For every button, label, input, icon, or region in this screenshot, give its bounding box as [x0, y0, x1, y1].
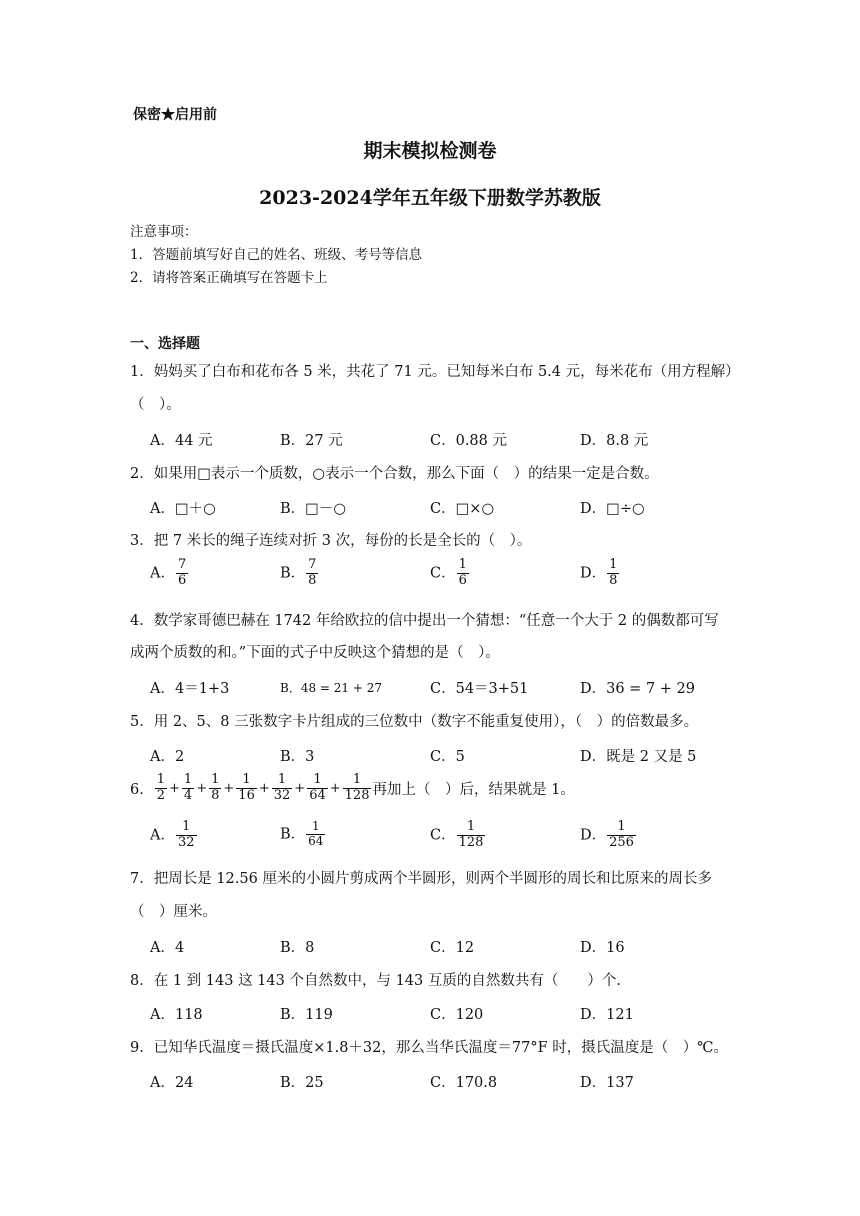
- plus-sign: +: [196, 780, 208, 796]
- option-c: C．5: [430, 749, 465, 765]
- option-c: [430, 820, 486, 851]
- fraction: [307, 773, 328, 804]
- option-letter: A．: [150, 827, 175, 844]
- fraction: [343, 773, 372, 804]
- numerator: 1: [182, 819, 191, 834]
- option-c: C．54＝3+51: [430, 681, 529, 697]
- fraction: [209, 773, 221, 804]
- question-6-suffix: 再加上（ ）后，结果就是 1。: [372, 781, 575, 798]
- numerator: 1: [466, 819, 476, 834]
- option-d: D．□÷○: [580, 501, 645, 517]
- fraction: [457, 820, 486, 851]
- option-d: [580, 558, 620, 589]
- option-b: B．27 元: [280, 433, 343, 449]
- numerator: 1: [183, 772, 193, 787]
- plus-sign: +: [294, 780, 306, 796]
- numerator: 1: [609, 557, 618, 572]
- denominator: 4: [183, 787, 193, 803]
- option-d: D．36 = 7 + 29: [580, 681, 695, 697]
- note-item: 1．答题前填写好自己的姓名、班级、考号等信息: [130, 247, 423, 263]
- option-b: [280, 558, 319, 589]
- option-b: [280, 820, 326, 849]
- option-a: A．4: [150, 940, 185, 956]
- option-c: C．170.8: [430, 1075, 498, 1091]
- fraction: [457, 558, 469, 589]
- option-b: B．8: [280, 940, 315, 956]
- option-b: B．3: [280, 749, 315, 765]
- plus-sign: +: [223, 780, 235, 796]
- option-d: [580, 820, 637, 851]
- fraction: [176, 820, 197, 851]
- denominator: 6: [177, 572, 187, 588]
- option-b: B．□－○: [280, 501, 347, 517]
- denominator: 2: [156, 787, 166, 803]
- plus-sign: +: [329, 780, 341, 796]
- fraction: [176, 558, 188, 589]
- option-c: C．12: [430, 940, 475, 956]
- option-letter: D．: [580, 827, 607, 844]
- question-7-text-cont: （ ）厘米。: [130, 904, 217, 920]
- question-9-text: 9．已知华氏温度＝摄氏温度×1.8＋32，那么当华氏温度＝77°F 时，摄氏温度是（ ）℃。: [130, 1040, 728, 1056]
- option-d: D．既是 2 又是 5: [580, 749, 697, 765]
- option-letter: A．: [150, 565, 175, 582]
- option-d: D．8.8 元: [580, 433, 649, 449]
- plus-sign: +: [169, 780, 180, 796]
- option-a: A．□＋○: [150, 501, 216, 517]
- option-a: A．2: [150, 749, 185, 765]
- numerator: 7: [177, 557, 187, 572]
- fraction: [607, 820, 636, 851]
- confidential-label: 保密★启用前: [133, 107, 217, 123]
- option-letter: B．: [280, 826, 306, 843]
- option-c: C．□×○: [430, 501, 495, 517]
- exam-subtitle: 2023-2024学年五年级下册数学苏教版: [259, 187, 601, 209]
- option-c: [430, 558, 470, 589]
- option-letter: C．: [430, 565, 456, 582]
- numerator: 1: [458, 557, 467, 572]
- option-d: D．121: [580, 1007, 634, 1023]
- option-b: B．48 = 21 + 27: [280, 681, 382, 695]
- denominator: 16: [238, 787, 255, 803]
- notes-heading: 注意事项：: [130, 224, 198, 240]
- numerator: 1: [242, 772, 251, 787]
- question-1-text: 1．妈妈买了白布和花布各 5 米，共花了 71 元。已知每米白布 5.4 元，每米花布（用方程解）: [130, 364, 740, 380]
- question-6-text: [130, 773, 575, 804]
- option-a: [150, 558, 189, 589]
- option-b: B．25: [280, 1075, 324, 1091]
- numerator: 1: [311, 819, 320, 833]
- numerator: 1: [313, 772, 322, 787]
- option-letter: B．: [280, 565, 306, 582]
- option-c: C．0.88 元: [430, 433, 507, 449]
- option-d: D．137: [580, 1075, 634, 1091]
- fraction: [182, 773, 194, 804]
- question-4-text: 4．数学家哥德巴赫在 1742 年给欧拉的信中提出一个猜想：“任意一个大于 2 的偶数都可写: [130, 613, 719, 629]
- fraction: [306, 558, 318, 589]
- question-7-text: 7．把周长是 12.56 厘米的小圆片剪成两个半圆形，则两个半圆形的周长和比原来的周长多: [130, 871, 712, 887]
- exam-title: 期末模拟检测卷: [363, 140, 497, 162]
- option-a: A．118: [150, 1007, 203, 1023]
- option-letter: D．: [580, 565, 607, 582]
- option-letter: C．: [430, 827, 456, 844]
- numerator: 7: [308, 557, 317, 572]
- question-number: 6．: [130, 781, 154, 798]
- numerator: 1: [211, 772, 220, 787]
- denominator: 8: [211, 787, 220, 803]
- question-5-text: 5．用 2、5、8 三张数字卡片组成的三位数中（数字不能重复使用），（ ）的倍数最多。: [130, 714, 699, 730]
- question-3-text: 3．把 7 米长的绳子连续对折 3 次，每份的长是全长的（ ）。: [130, 533, 532, 549]
- option-b: B．119: [280, 1007, 333, 1023]
- fraction: [272, 773, 293, 804]
- numerator: 1: [352, 772, 362, 787]
- option-a: [150, 820, 198, 851]
- question-8-text: 8．在 1 到 143 这 143 个自然数中，与 143 互质的自然数共有（ ）个.: [130, 973, 621, 989]
- denominator: 8: [308, 572, 317, 588]
- fraction: [236, 773, 257, 804]
- option-a: A．24: [150, 1075, 194, 1091]
- section-title: 一、选择题: [130, 336, 200, 352]
- option-a: A．44 元: [150, 433, 213, 449]
- option-d: D．16: [580, 940, 625, 956]
- denominator: 256: [609, 834, 634, 850]
- question-4-text-cont: 成两个质数的和。”下面的式子中反映这个猜想的是（ ）。: [130, 645, 500, 661]
- fraction: [607, 558, 619, 589]
- numerator: 1: [277, 772, 287, 787]
- numerator: 1: [617, 819, 626, 834]
- question-2-text: 2．如果用□表示一个质数，○表示一个合数，那么下面（ ）的结果一定是合数。: [130, 466, 659, 482]
- fraction: [306, 820, 325, 849]
- denominator: 32: [273, 787, 291, 803]
- plus-sign: +: [258, 780, 270, 796]
- question-1-text-cont: （ ）。: [130, 397, 181, 413]
- denominator: 64: [309, 787, 326, 803]
- denominator: 128: [458, 834, 484, 850]
- denominator: 64: [308, 833, 324, 848]
- option-c: C．120: [430, 1007, 484, 1023]
- denominator: 6: [458, 572, 467, 588]
- note-item: 2．请将答案正确填写在答题卡上: [130, 270, 328, 286]
- denominator: 128: [344, 787, 370, 803]
- denominator: 8: [609, 572, 618, 588]
- fraction: [155, 773, 167, 804]
- denominator: 32: [177, 834, 195, 850]
- numerator: 1: [156, 772, 166, 787]
- option-a: A．4＝1+3: [150, 681, 230, 697]
